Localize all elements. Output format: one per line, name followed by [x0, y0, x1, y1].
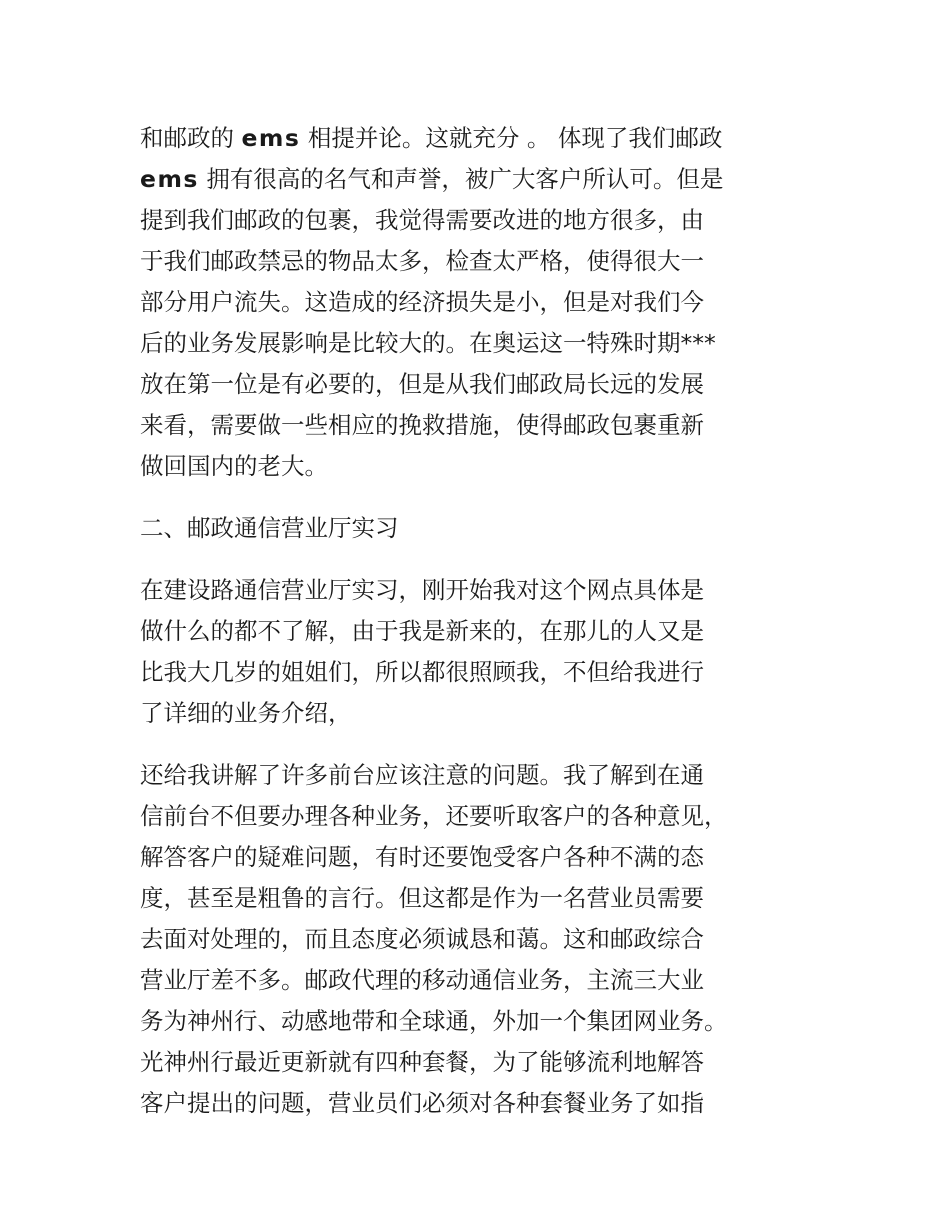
- text-line: 提到我们邮政的包裹，我觉得需要改进的地方很多，由: [140, 206, 704, 234]
- text-line: 做什么的都不了解，由于我是新来的，在那儿的人又是: [140, 617, 704, 645]
- text-line: 了详细的业务介绍，: [140, 699, 352, 727]
- text-line: 比我大几岁的姐姐们，所以都很照顾我，不但给我进行: [140, 658, 704, 686]
- text-line: 部分用户流失。这造成的经济损失是小，但是对我们今: [140, 288, 704, 316]
- text-line: 放在第一位是有必要的，但是从我们邮政局长远的发展: [140, 370, 704, 398]
- text-line: 还给我讲解了许多前台应该注意的问题。我了解到在通: [140, 761, 704, 789]
- ems-term: ems: [241, 124, 301, 152]
- text-line: 度，甚至是粗鲁的言行。但这都是作为一名营业员需要: [140, 884, 704, 912]
- text-line: 务为神州行、动感地带和全球通，外加一个集团网业务。: [140, 1007, 728, 1035]
- text-line: 做回国内的老大。: [140, 452, 328, 480]
- text-line: 信前台不但要办理各种业务，还要听取客户的各种意见，: [140, 802, 728, 830]
- text-line: 光神州行最近更新就有四种套餐，为了能够流利地解答: [140, 1048, 704, 1076]
- text-line: 去面对处理的，而且态度必须诚恳和蔼。这和邮政综合: [140, 925, 704, 953]
- text-line: 于我们邮政禁忌的物品太多，检查太严格，使得很大一: [140, 247, 704, 275]
- ems-term: ems: [140, 165, 199, 193]
- text-line: 客户提出的问题，营业员们必须对各种套餐业务了如指: [140, 1089, 704, 1117]
- paragraph-ems-comparison: [140, 118, 810, 487]
- text-line: 后的业务发展影响是比较大的。在奥运这一特殊时期***: [140, 329, 716, 357]
- text-line: 营业厅差不多。邮政代理的移动通信业务，主流三大业: [140, 966, 704, 994]
- section-heading: [140, 508, 810, 549]
- paragraph-internship-intro: [140, 570, 810, 734]
- text-line: 来看，需要做一些相应的挽救措施，使得邮政包裹重新: [140, 411, 704, 439]
- text-line: ems 拥有很高的名气和声誉，被广大客户所认可。但是: [140, 165, 724, 193]
- text-line: 在建设路通信营业厅实习，刚开始我对这个网点具体是: [140, 576, 704, 604]
- heading-text: 二、邮政通信营业厅实习: [140, 514, 399, 542]
- text-line: 和邮政的 ems 相提并论。这就充分 。 体现了我们邮政: [140, 124, 723, 152]
- paragraph-front-desk: [140, 755, 810, 1124]
- text-line: 解答客户的疑难问题，有时还要饱受客户各种不满的态: [140, 843, 704, 871]
- document-page: [140, 118, 810, 1145]
